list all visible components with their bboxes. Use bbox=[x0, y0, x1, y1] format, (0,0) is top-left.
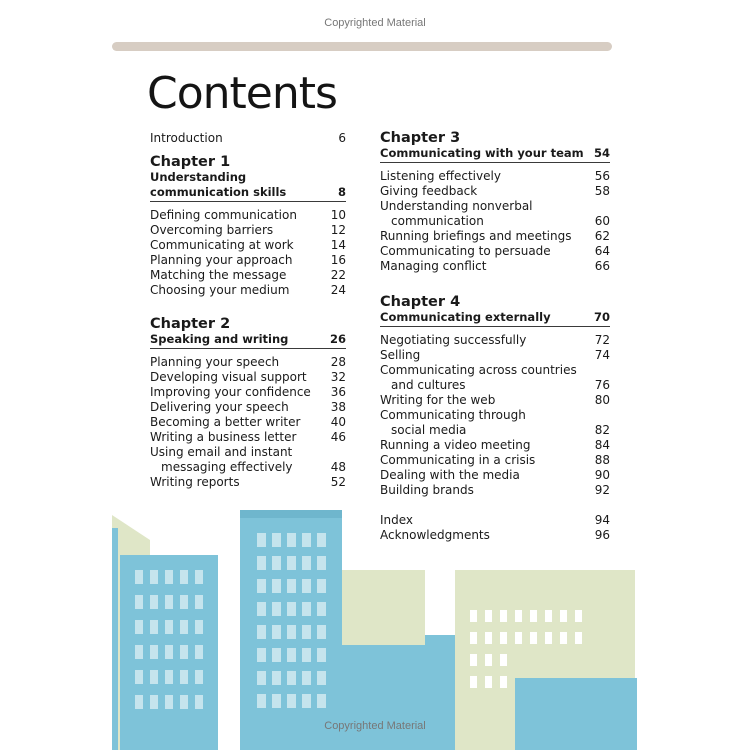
toc-entry-continued[interactable] bbox=[380, 423, 610, 438]
toc-entry-label: Managing conflict bbox=[380, 259, 487, 273]
chapter-1-section bbox=[150, 154, 346, 298]
toc-entry-label: Index bbox=[380, 513, 414, 527]
toc-entry-page: 6 bbox=[338, 131, 346, 145]
chapter-3-section bbox=[380, 130, 610, 274]
toc-entry-page: 64 bbox=[594, 244, 610, 258]
toc-entry-page: 38 bbox=[330, 400, 346, 414]
copyright-watermark-top: Copyrighted Material bbox=[324, 17, 426, 29]
chapter-2-section bbox=[150, 316, 346, 490]
toc-entry-label: Overcoming barriers bbox=[150, 223, 274, 237]
toc-entry-label: and cultures bbox=[391, 378, 466, 392]
toc-entry[interactable] bbox=[380, 468, 610, 483]
blue-building-small bbox=[425, 635, 455, 750]
toc-entry-page: 46 bbox=[330, 430, 346, 444]
toc-entry-label: Writing reports bbox=[150, 475, 240, 489]
toc-entry-acknowledgments[interactable] bbox=[380, 528, 610, 543]
toc-entry-page: 76 bbox=[594, 378, 610, 392]
toc-entry[interactable] bbox=[380, 363, 610, 378]
chapter-title-line: Understanding bbox=[150, 170, 247, 184]
toc-entry-page bbox=[324, 445, 346, 460]
toc-entry-page: 96 bbox=[594, 528, 610, 542]
toc-entry[interactable] bbox=[150, 238, 346, 253]
toc-entry-page: 12 bbox=[330, 223, 346, 237]
toc-entry[interactable] bbox=[380, 184, 610, 199]
toc-entry-label: social media bbox=[391, 423, 467, 437]
toc-entry-label: Delivering your speech bbox=[150, 400, 289, 414]
chapter-divider bbox=[380, 326, 610, 327]
toc-entry-label: Using email and instant bbox=[150, 445, 293, 459]
toc-entry-page: 92 bbox=[594, 483, 610, 497]
page-title: Contents bbox=[147, 68, 337, 119]
toc-entry[interactable] bbox=[380, 169, 610, 184]
toc-entry-label: Understanding nonverbal bbox=[380, 199, 533, 213]
toc-entry[interactable] bbox=[150, 385, 346, 400]
toc-entry[interactable] bbox=[150, 400, 346, 415]
blue-building-right bbox=[515, 678, 637, 750]
toc-entry[interactable] bbox=[150, 253, 346, 268]
toc-entry-page bbox=[588, 408, 610, 423]
toc-entry-page: 40 bbox=[330, 415, 346, 429]
toc-entry-page: 24 bbox=[330, 283, 346, 297]
toc-entry-page: 82 bbox=[594, 423, 610, 437]
toc-entry[interactable] bbox=[150, 475, 346, 490]
toc-entry[interactable] bbox=[150, 370, 346, 385]
toc-entry-label: Acknowledgments bbox=[380, 528, 490, 542]
chapter-page: 26 bbox=[329, 332, 346, 346]
toc-entry-label: Writing for the web bbox=[380, 393, 496, 407]
toc-entry-label: Developing visual support bbox=[150, 370, 307, 384]
toc-entry-label: Negotiating successfully bbox=[380, 333, 527, 347]
toc-entry-page: 48 bbox=[330, 460, 346, 474]
toc-entry-page: 36 bbox=[330, 385, 346, 399]
toc-entry-introduction[interactable] bbox=[150, 131, 346, 146]
toc-entry[interactable] bbox=[380, 408, 610, 423]
copyright-watermark-bottom: Copyrighted Material bbox=[324, 720, 426, 732]
toc-entry-label: Writing a business letter bbox=[150, 430, 297, 444]
toc-entry-page: 58 bbox=[594, 184, 610, 198]
toc-entry-label: Communicating through bbox=[380, 408, 526, 422]
chapter-title[interactable] bbox=[380, 310, 610, 325]
chapter-heading: Chapter 1 bbox=[150, 154, 231, 170]
chapter-title-line: Communicating with your team bbox=[380, 146, 584, 160]
toc-entry-label: Communicating in a crisis bbox=[380, 453, 536, 467]
toc-entry-label: messaging effectively bbox=[161, 460, 293, 474]
toc-entry-label: Planning your speech bbox=[150, 355, 280, 369]
toc-entry-page: 94 bbox=[594, 513, 610, 527]
toc-entry[interactable] bbox=[380, 244, 610, 259]
chapter-heading: Chapter 2 bbox=[150, 316, 231, 332]
toc-entry-page: 80 bbox=[594, 393, 610, 407]
toc-entry-label: Communicating to persuade bbox=[380, 244, 551, 258]
toc-entry[interactable] bbox=[380, 393, 610, 408]
toc-entry-page: 52 bbox=[330, 475, 346, 489]
toc-entry[interactable] bbox=[380, 348, 610, 363]
toc-entry-label: Planning your approach bbox=[150, 253, 293, 267]
toc-left-column bbox=[150, 131, 346, 490]
toc-entry[interactable] bbox=[150, 415, 346, 430]
chapter-page: 54 bbox=[593, 146, 610, 160]
chapter-title-line: Communicating externally bbox=[380, 310, 551, 324]
chapter-heading: Chapter 4 bbox=[380, 294, 461, 310]
toc-entry-label: Running briefings and meetings bbox=[380, 229, 572, 243]
toc-entry-label: Selling bbox=[380, 348, 421, 362]
toc-entry[interactable] bbox=[150, 283, 346, 298]
chapter-title-line: Speaking and writing bbox=[150, 332, 289, 346]
toc-entry[interactable] bbox=[150, 223, 346, 238]
toc-right-column bbox=[380, 130, 610, 543]
chapter-divider bbox=[150, 201, 346, 202]
toc-entry-continued[interactable] bbox=[380, 214, 610, 229]
toc-entry-label: Matching the message bbox=[150, 268, 287, 282]
chapter-4-section bbox=[380, 294, 610, 498]
toc-entry[interactable] bbox=[380, 229, 610, 244]
blue-building-tower-top bbox=[240, 510, 342, 518]
chapter-title[interactable] bbox=[150, 170, 346, 185]
toc-entry[interactable] bbox=[380, 259, 610, 274]
toc-entry-page: 16 bbox=[330, 253, 346, 267]
toc-entry-page: 88 bbox=[594, 453, 610, 467]
toc-entry[interactable] bbox=[380, 333, 610, 348]
toc-entry[interactable] bbox=[150, 208, 346, 223]
chapter-divider bbox=[380, 162, 610, 163]
toc-entry-continued[interactable] bbox=[150, 460, 346, 475]
chapter-page: 8 bbox=[337, 185, 346, 199]
toc-entry-label: Communicating across countries bbox=[380, 363, 577, 377]
toc-entry-page: 10 bbox=[330, 208, 346, 222]
toc-entry-label: Running a video meeting bbox=[380, 438, 531, 452]
chapter-title[interactable] bbox=[150, 332, 346, 347]
toc-entry-label: Communicating at work bbox=[150, 238, 294, 252]
toc-entry[interactable] bbox=[150, 355, 346, 370]
toc-entry[interactable] bbox=[150, 268, 346, 283]
toc-entry-page: 74 bbox=[594, 348, 610, 362]
chapter-title-line: communication skills bbox=[150, 185, 287, 199]
toc-entry-page: 90 bbox=[594, 468, 610, 482]
chapter-heading: Chapter 3 bbox=[380, 130, 461, 146]
toc-entry[interactable] bbox=[380, 453, 610, 468]
toc-entry-label: Introduction bbox=[150, 131, 223, 145]
toc-entry[interactable] bbox=[150, 445, 346, 460]
toc-entry-label: Defining communication bbox=[150, 208, 297, 222]
toc-entry-index[interactable] bbox=[380, 513, 610, 528]
toc-entry-page bbox=[588, 199, 610, 214]
toc-entry-page: 84 bbox=[594, 438, 610, 452]
chapter-divider bbox=[150, 348, 346, 349]
toc-entry[interactable] bbox=[150, 430, 346, 445]
toc-entry[interactable] bbox=[380, 483, 610, 498]
chapter-title[interactable] bbox=[150, 185, 346, 200]
toc-entry-page bbox=[588, 363, 610, 378]
toc-entry-page: 60 bbox=[594, 214, 610, 228]
blue-building-mid bbox=[340, 645, 425, 750]
toc-entry-page: 22 bbox=[330, 268, 346, 282]
toc-entry-page: 28 bbox=[330, 355, 346, 369]
toc-entry-label: Improving your confidence bbox=[150, 385, 311, 399]
chapter-title[interactable] bbox=[380, 146, 610, 161]
toc-entry-page: 14 bbox=[330, 238, 346, 252]
toc-entry-label: Choosing your medium bbox=[150, 283, 290, 297]
toc-entry-page: 32 bbox=[330, 370, 346, 384]
toc-entry-label: Listening effectively bbox=[380, 169, 501, 183]
chapter-page: 70 bbox=[593, 310, 610, 324]
toc-entry-label: Giving feedback bbox=[380, 184, 478, 198]
blue-building-left-edge bbox=[112, 528, 118, 750]
toc-entry-continued[interactable] bbox=[380, 378, 610, 393]
toc-entry-label: Dealing with the media bbox=[380, 468, 520, 482]
toc-entry[interactable] bbox=[380, 199, 610, 214]
toc-entry-label: Becoming a better writer bbox=[150, 415, 301, 429]
toc-entry-page: 66 bbox=[594, 259, 610, 273]
toc-entry-page: 56 bbox=[594, 169, 610, 183]
toc-entry-label: Building brands bbox=[380, 483, 474, 497]
toc-entry-label: communication bbox=[391, 214, 484, 228]
toc-entry-page: 62 bbox=[594, 229, 610, 243]
toc-entry-page: 72 bbox=[594, 333, 610, 347]
toc-entry[interactable] bbox=[380, 438, 610, 453]
